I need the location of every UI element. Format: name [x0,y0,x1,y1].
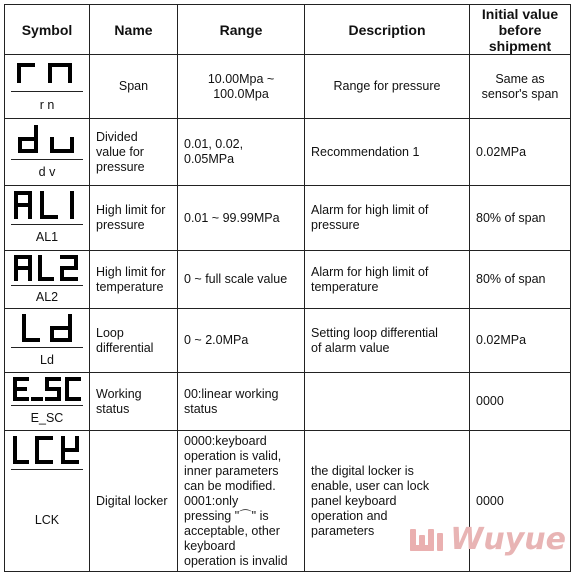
wuyue-logo-icon [408,525,446,555]
name-line: differential [96,340,154,355]
description-cell [305,373,470,431]
table-row [5,186,571,251]
header-initial-line: shipment [488,37,552,54]
header-initial-line: Initial value [481,5,559,22]
name-line: pressure [96,159,145,174]
range-line: 100.0Mpa [213,86,269,101]
symbol-cell [5,186,90,251]
table-row [5,309,571,373]
seven-segment-al1-icon [11,186,83,225]
range-cell [178,119,305,186]
description-line: temperature [311,279,379,294]
symbol-code: E_SC [30,410,64,425]
seven-segment-al2-icon [11,251,83,286]
symbol-cell [5,309,90,373]
initial-value-cell: 0.02MPa [470,119,571,186]
range-cell: 0 ~ full scale value [178,251,305,309]
initial-line: sensor's span [481,86,559,101]
seven-segment-rn-icon [11,55,83,92]
description-line: panel keyboard [311,493,397,508]
range-line: inner parameters [184,463,279,478]
range-line: 0.01, 0.02, [184,137,244,151]
table-row [5,251,571,309]
name-cell [90,373,178,431]
symbol-cell [5,119,90,186]
symbol-code: r n [39,97,55,112]
name-line: status [96,401,130,416]
range-line: 0001:only [184,493,239,508]
description-line: operation and [311,508,388,523]
name-cell [90,309,178,373]
initial-line: Same as [495,71,545,86]
table-row [5,119,571,186]
header-row [5,5,571,55]
header-description: Description [305,5,470,55]
symbol-code: AL2 [35,289,59,304]
range-cell [178,55,305,119]
initial-value-cell: 0000 [470,373,571,431]
range-line: 0.05MPa [184,152,235,166]
name-line: High limit for [96,264,166,279]
table-row [5,373,571,431]
header-symbol: Symbol [5,5,90,55]
symbol-cell [5,431,90,572]
description-line: Alarm for high limit of [311,264,429,279]
range-line: acceptable, other [184,523,280,538]
name-cell [90,119,178,186]
name-cell [90,186,178,251]
description-cell: Recommendation 1 [305,119,470,186]
initial-value-cell: 80% of span [470,186,571,251]
header-name: Name [90,5,178,55]
name-line: value for [96,144,144,159]
range-line: can be modified. [184,478,276,493]
range-line: 00:linear working [184,386,279,401]
symbol-cell [5,373,90,431]
name-line: pressure [96,218,145,232]
name-line: Divided [96,129,138,144]
initial-value-cell: 0.02MPa [470,309,571,373]
description-line: Alarm for high limit of [311,203,429,217]
range-line: keyboard [184,538,236,553]
description-line: of alarm value [311,340,390,355]
header-range: Range [178,5,305,55]
symbol-code: d v [38,165,56,179]
parameter-table [4,4,571,572]
symbol-cell [5,251,90,309]
name-cell [90,251,178,309]
watermark [408,522,566,557]
description-line: parameters [311,523,375,538]
description-cell [305,309,470,373]
initial-value-cell [470,55,571,119]
description-cell [305,251,470,309]
range-cell [178,431,305,572]
name-cell: Digital locker [90,431,178,572]
range-line: operation is invalid [184,553,288,568]
range-cell: 0.01 ~ 99.99MPa [178,186,305,251]
name-line: High limit for [96,203,166,217]
seven-segment-esc-icon [11,373,83,406]
name-line: Loop [96,325,124,340]
range-cell: 0 ~ 2.0MPa [178,309,305,373]
header-initial-value [470,5,571,55]
description-line: enable, user can lock [311,478,430,493]
symbol-code: LCK [34,513,60,527]
symbol-code: Ld [40,352,54,367]
description-line: pressure [311,218,360,232]
description-line: Setting loop differential [311,325,438,340]
range-cell [178,373,305,431]
range-line: operation is valid, [184,448,282,463]
table-row [5,55,571,119]
name-line: temperature [96,279,164,294]
seven-segment-lck-icon [11,431,83,470]
range-line: pressing "⌒" is [184,508,269,523]
initial-value-cell: 0000 [470,431,571,572]
description-cell: Range for pressure [305,55,470,119]
range-line: 10.00Mpa ~ [207,71,275,86]
seven-segment-ld-icon [11,309,83,348]
name-cell: Span [90,55,178,119]
name-line: Working [96,386,142,401]
watermark-text: Wuyue [450,522,566,557]
description-line: the digital locker is [311,463,414,478]
header-initial-line: before [498,21,542,38]
range-line: 0000:keyboard [184,433,267,448]
symbol-code: AL1 [35,230,59,244]
description-cell [305,186,470,251]
symbol-cell [5,55,90,119]
seven-segment-dv-icon [11,119,83,160]
initial-value-cell: 80% of span [470,251,571,309]
range-line: status [184,401,218,416]
